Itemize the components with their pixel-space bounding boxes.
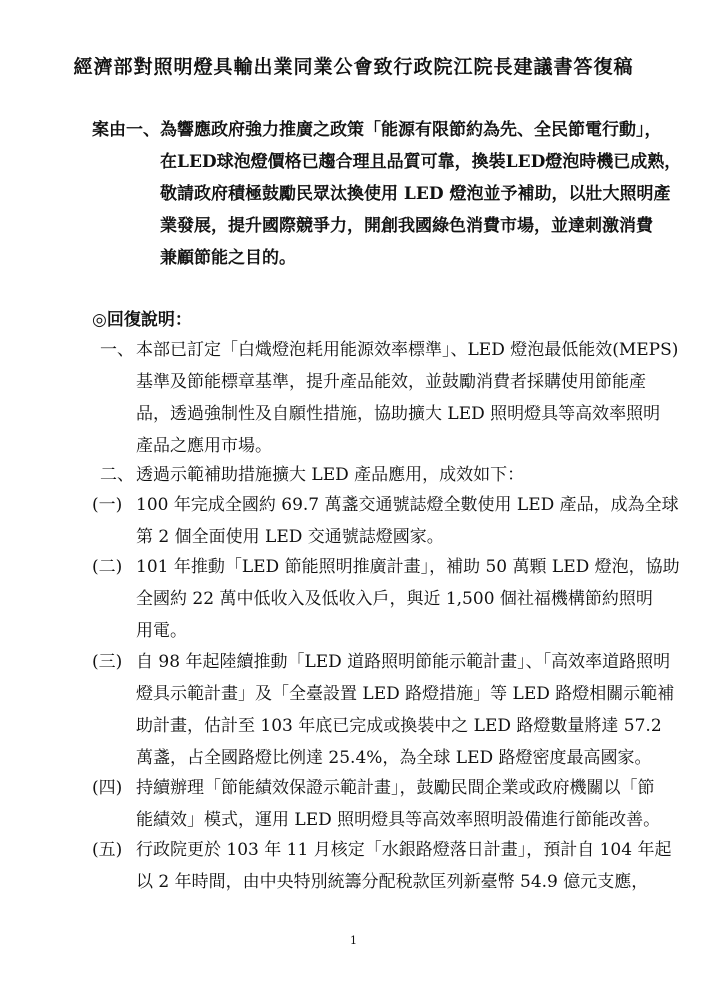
item-line: 產品之應用市場。 <box>136 436 272 456</box>
subitem-marker: (一) <box>92 495 123 515</box>
item-marker: 二、 <box>100 465 134 485</box>
case-line: 敬請政府積極鼓勵民眾汰換使用 LED 燈泡並予補助，以壯大照明產 <box>160 184 671 204</box>
subitem-line: 萬盞，占全國路燈比例達 25.4%，為全球 LED 路燈密度最高國家。 <box>136 748 652 768</box>
case-line: 業發展，提升國際競爭力，開創我國綠色消費市場，並達刺激消費 <box>160 216 653 236</box>
subitem-line: 能績效」模式，運用 LED 照明燈具等高效率照明設備進行節能改善。 <box>136 810 661 830</box>
case-line: 兼顧節能之目的。 <box>160 248 296 268</box>
item-marker: 一、 <box>100 340 134 360</box>
case-line: 為響應政府強力推廣之政策「能源有限節約為先、全民節電行動」， <box>160 120 662 140</box>
subitem-line: 100 年完成全國約 69.7 萬盞交通號誌燈全數使用 LED 產品，成為全球 <box>136 495 679 515</box>
subitem-marker: (二) <box>92 557 123 577</box>
subitem-line: 行政院更於 103 年 11 月核定「水銀路燈落日計畫」，預計自 104 年起 <box>136 840 672 860</box>
reply-heading: ◎回復說明： <box>92 310 192 330</box>
subitem-line: 持續辦理「節能績效保證示範計畫」，鼓勵民間企業或政府機關以「節 <box>136 778 655 798</box>
case-line: 在LED球泡燈價格已趨合理且品質可靠，換裝LED燈泡時機已成熟， <box>160 152 682 172</box>
subitem-marker: (四) <box>92 778 123 798</box>
subitem-marker: (五) <box>92 840 123 860</box>
subitem-line: 燈具示範計畫」及「全臺設置 LED 路燈措施」等 LED 路燈相關示範補 <box>136 684 675 704</box>
subitem-line: 101 年推動「LED 節能照明推廣計畫」，補助 50 萬顆 LED 燈泡，協助 <box>136 557 680 577</box>
item-line: 本部已訂定「白熾燈泡耗用能源效率標準」、LED 燈泡最低能效(MEPS) <box>136 340 679 360</box>
subitem-line: 用電。 <box>136 621 187 641</box>
page-number: 1 <box>350 934 357 947</box>
case-prefix: 案由一、 <box>92 120 160 140</box>
subitem-marker: (三) <box>92 652 123 672</box>
item-line: 基準及節能標章基準，提升產品能效，並鼓勵消費者採購使用節能產 <box>136 372 646 392</box>
subitem-line: 全國約 22 萬中低收入及低收入戶，與近 1,500 個社福機構節約照明 <box>136 589 653 609</box>
subitem-line: 自 98 年起陸續推動「LED 道路照明節能示範計畫」、「高效率道路照明 <box>136 652 671 672</box>
item-line: 品，透過強制性及自願性措施，協助擴大 LED 照明燈具等高效率照明 <box>136 404 661 424</box>
subitem-line: 以 2 年時間，由中央特別統籌分配稅款匡列新臺幣 54.9 億元支應， <box>136 872 649 892</box>
item-line: 透過示範補助措施擴大 LED 產品應用，成效如下： <box>136 465 525 485</box>
subitem-line: 第 2 個全面使用 LED 交通號誌燈國家。 <box>136 527 444 547</box>
subitem-line: 助計畫，估計至 103 年底已完成或換裝中之 LED 路燈數量將達 57.2 <box>136 716 662 736</box>
document-title: 經濟部對照明燈具輸出業同業公會致行政院江院長建議書答復稿 <box>73 56 634 78</box>
